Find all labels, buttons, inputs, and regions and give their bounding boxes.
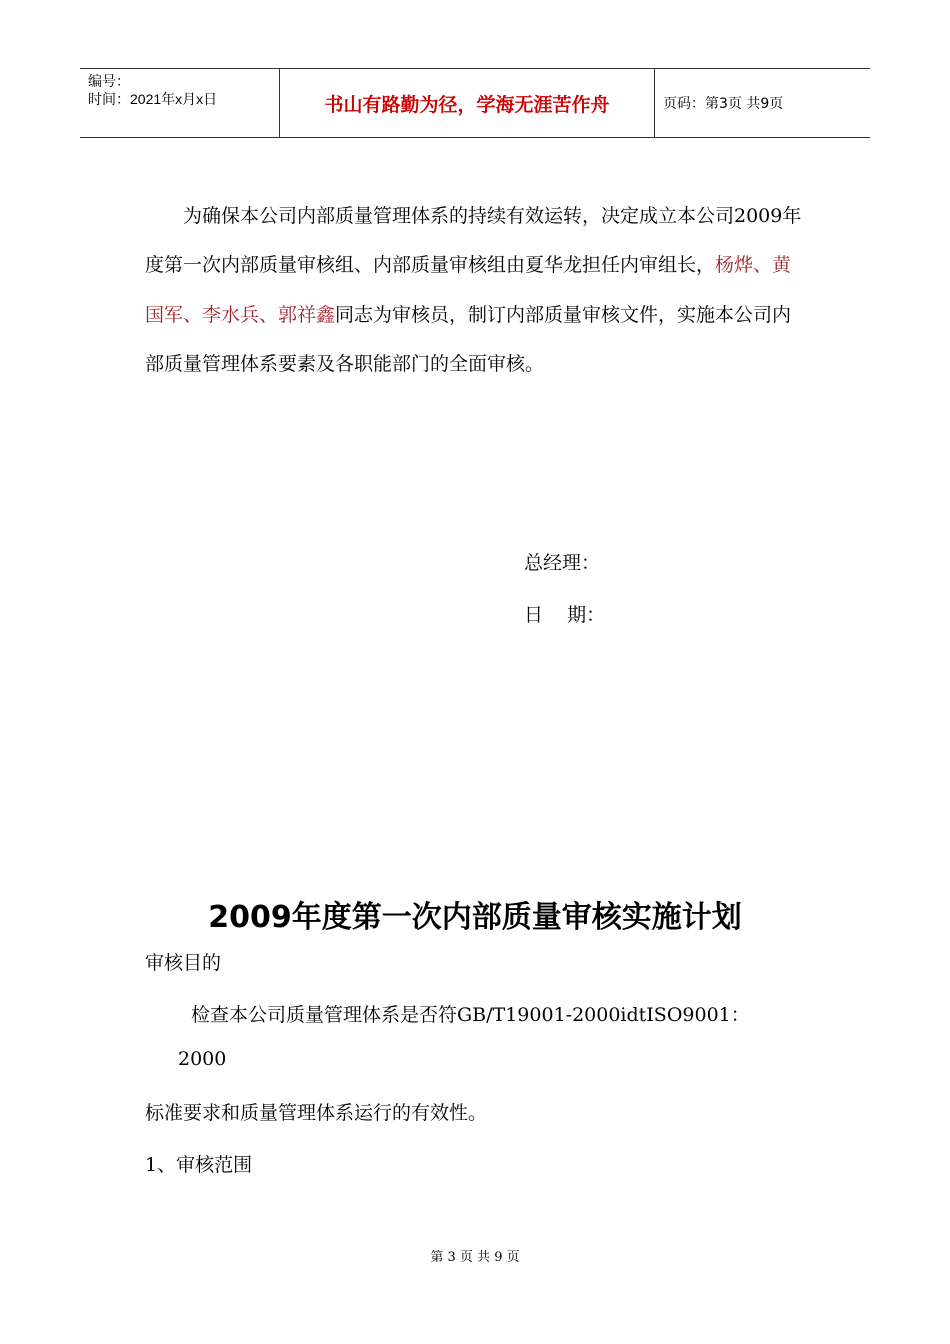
- header-page-number: 页码：第3页 共9页: [663, 96, 784, 112]
- decision-paragraph: [145, 192, 810, 390]
- header-meta: [80, 69, 280, 137]
- header-motto: 书山有路勤为径，学海无涯苦作舟: [280, 69, 655, 137]
- document-number: 编号：: [88, 73, 130, 89]
- page-header: [80, 68, 870, 138]
- purpose-text-line3: 标准要求和质量管理体系运行的有效性。: [145, 1102, 488, 1124]
- purpose-text-line2: 2000: [178, 1048, 227, 1070]
- purpose-text-line1: 检查本公司质量管理体系是否符GB/T19001-2000idtISO9001：: [191, 1004, 750, 1026]
- scope-heading: 1、审核范围: [145, 1154, 253, 1176]
- signature-date: 日 期：: [524, 604, 606, 626]
- purpose-heading: 审核目的: [145, 952, 222, 974]
- decision-text-part1: 为确保本公司内部质量管理体系的持续有效运转，决定成立本公司2009年度第一次内部质量审核组、内部质量审核组由夏华龙担任内审组长，: [145, 205, 802, 277]
- decision-text-part2: 同志为审核员，制订内部质量审核文件，实施本公司内部质量管理体系要素及各职能部门的全面审核。: [145, 303, 792, 376]
- general-manager-signature: 总经理：: [524, 552, 601, 574]
- plan-title: 2009年度第一次内部质量审核实施计划: [208, 900, 742, 935]
- page-footer: 第 3 页 共 9 页: [430, 1250, 520, 1265]
- auditor-names: 杨烨、黄国军、李水兵、郭祥鑫: [145, 254, 792, 326]
- document-date: 时间：2021年x月x日: [88, 91, 218, 107]
